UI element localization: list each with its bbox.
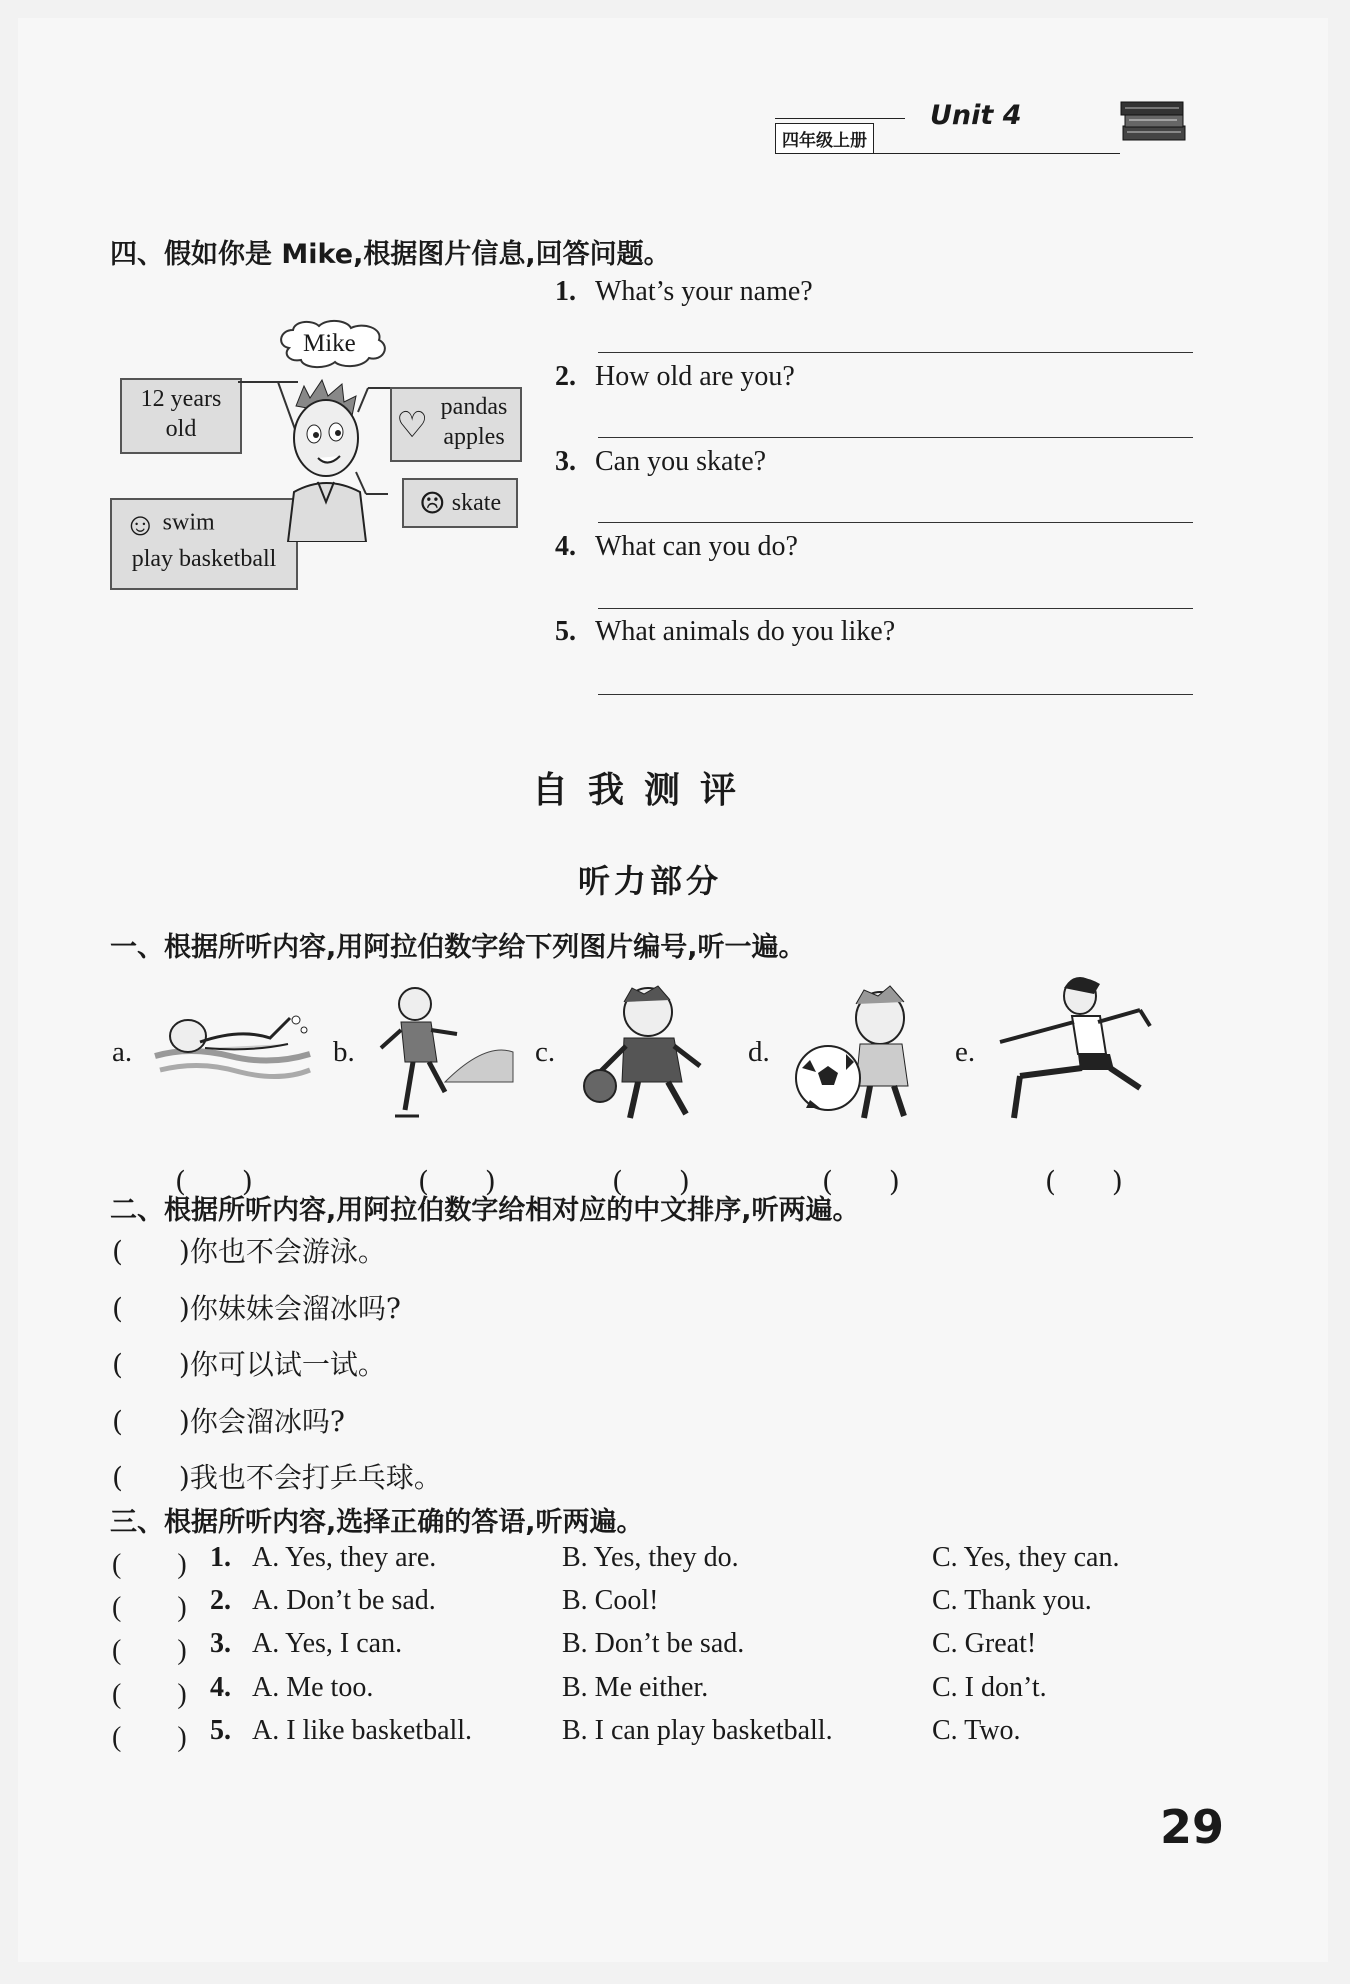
part3-answer-4[interactable]: ( ) [112, 1679, 187, 1710]
unit-title: Unit 4 [930, 100, 1022, 131]
part3-option-5b: B. I can play basketball. [562, 1715, 833, 1746]
part2-title: 二、根据所听内容,用阿拉伯数字给相对应的中文排序,听两遍。 [110, 1195, 860, 1226]
pic-label-d: d. [748, 1036, 770, 1068]
pic-answer-a[interactable]: ( ) [175, 1165, 253, 1198]
basketball-boy-picture [578, 982, 728, 1127]
part2-answer-1[interactable]: ( ) [112, 1235, 190, 1268]
part3-option-4a: A. Me too. [252, 1672, 374, 1703]
pic-answer-b[interactable]: ( ) [418, 1165, 496, 1198]
part3-option-3c: C. Great! [932, 1628, 1037, 1659]
cannot-text: skate [451, 490, 502, 516]
part2-row-5: ( )我也不会打乒乓球。 [112, 1461, 442, 1494]
part2-answer-5[interactable]: ( ) [112, 1461, 190, 1494]
can-line-1: swim [162, 509, 215, 536]
part2-row-1: ( )你也不会游泳。 [112, 1235, 386, 1268]
part2-row-2: ( )你妹妹会溜冰吗? [112, 1292, 401, 1325]
swimming-boy-picture [150, 998, 315, 1093]
name-bubble-text: Mike [303, 330, 356, 357]
part3-num-4: 4. [210, 1672, 231, 1703]
part3-num-1: 1. [210, 1542, 231, 1573]
part3-answer-2[interactable]: ( ) [112, 1592, 187, 1623]
football-boy-picture [790, 982, 940, 1127]
part1-title: 一、根据所听内容,用阿拉伯数字给下列图片编号,听一遍。 [110, 932, 806, 963]
answer-line-2[interactable] [598, 437, 1193, 438]
pic-label-c: c. [535, 1036, 556, 1068]
likes-line-2: apples [443, 424, 505, 450]
part3-option-2c: C. Thank you. [932, 1585, 1092, 1616]
part3-option-3b: B. Don’t be sad. [562, 1628, 745, 1659]
part2-answer-3[interactable]: ( ) [112, 1348, 190, 1381]
pic-answer-c[interactable]: ( ) [612, 1165, 690, 1198]
part3-option-1a: A. Yes, they are. [252, 1542, 437, 1573]
part3-option-4c: C. I don’t. [932, 1672, 1047, 1703]
question-2: 2. How old are you? [555, 361, 795, 392]
part3-num-2: 2. [210, 1585, 231, 1616]
part3-option-1b: B. Yes, they do. [562, 1542, 739, 1573]
answer-line-1[interactable] [598, 352, 1193, 353]
grade-label: 四年级上册 [775, 123, 874, 154]
part2-answer-2[interactable]: ( ) [112, 1292, 190, 1325]
running-woman-picture [990, 970, 1180, 1145]
section4-title: 四、假如你是 Mike,根据图片信息,回答问题。 [110, 239, 671, 270]
header-rule [775, 153, 1120, 154]
likes-box [390, 387, 522, 462]
pic-label-a: a. [112, 1036, 133, 1068]
age-line-2: old [165, 416, 197, 442]
part3-option-1c: C. Yes, they can. [932, 1542, 1120, 1573]
part3-option-2a: A. Don’t be sad. [252, 1585, 436, 1616]
cannot-box [402, 478, 518, 528]
self-test-title: 自我测评 [532, 770, 757, 811]
sad-face-icon: ☹ [418, 487, 446, 521]
skating-boy-picture [375, 982, 515, 1127]
part3-num-5: 5. [210, 1715, 231, 1746]
page-number: 29 [1160, 1800, 1225, 1854]
part3-option-3a: A. Yes, I can. [252, 1628, 403, 1659]
age-line-1: 12 years [140, 386, 222, 412]
part3-option-5a: A. I like basketball. [252, 1715, 473, 1746]
part2-row-3: ( )你可以试一试。 [112, 1348, 386, 1381]
pic-label-e: e. [955, 1036, 976, 1068]
book-stack-icon [1115, 88, 1195, 158]
question-5: 5. What animals do you like? [555, 616, 896, 647]
question-3: 3. Can you skate? [555, 446, 767, 477]
can-line-2: play basketball [131, 546, 277, 572]
question-1: 1. What’s your name? [555, 276, 813, 307]
heart-icon: ♡ [396, 405, 429, 445]
part3-answer-1[interactable]: ( ) [112, 1549, 187, 1580]
part3-option-2b: B. Cool! [562, 1585, 659, 1616]
pic-answer-e[interactable]: ( ) [1045, 1165, 1123, 1198]
part3-option-4b: B. Me either. [562, 1672, 709, 1703]
part3-answer-5[interactable]: ( ) [112, 1722, 187, 1753]
header-rule-top [775, 118, 905, 119]
part3-title: 三、根据所听内容,选择正确的答语,听两遍。 [110, 1507, 644, 1538]
mike-boy-illustration [238, 372, 408, 542]
listening-subtitle: 听力部分 [578, 862, 723, 900]
pic-label-b: b. [333, 1036, 355, 1068]
part3-answer-3[interactable]: ( ) [112, 1635, 187, 1666]
happy-face-icon: ☺ [124, 506, 157, 542]
age-box [120, 378, 242, 454]
part3-option-5c: C. Two. [932, 1715, 1021, 1746]
question-4: 4. What can you do? [555, 531, 798, 562]
likes-line-1: pandas [440, 394, 508, 420]
answer-line-4[interactable] [598, 608, 1193, 609]
pic-answer-d[interactable]: ( ) [822, 1165, 900, 1198]
part3-num-3: 3. [210, 1628, 231, 1659]
answer-line-5[interactable] [598, 694, 1193, 695]
part2-answer-4[interactable]: ( ) [112, 1405, 190, 1438]
part2-row-4: ( )你会溜冰吗? [112, 1405, 345, 1438]
answer-line-3[interactable] [598, 522, 1193, 523]
